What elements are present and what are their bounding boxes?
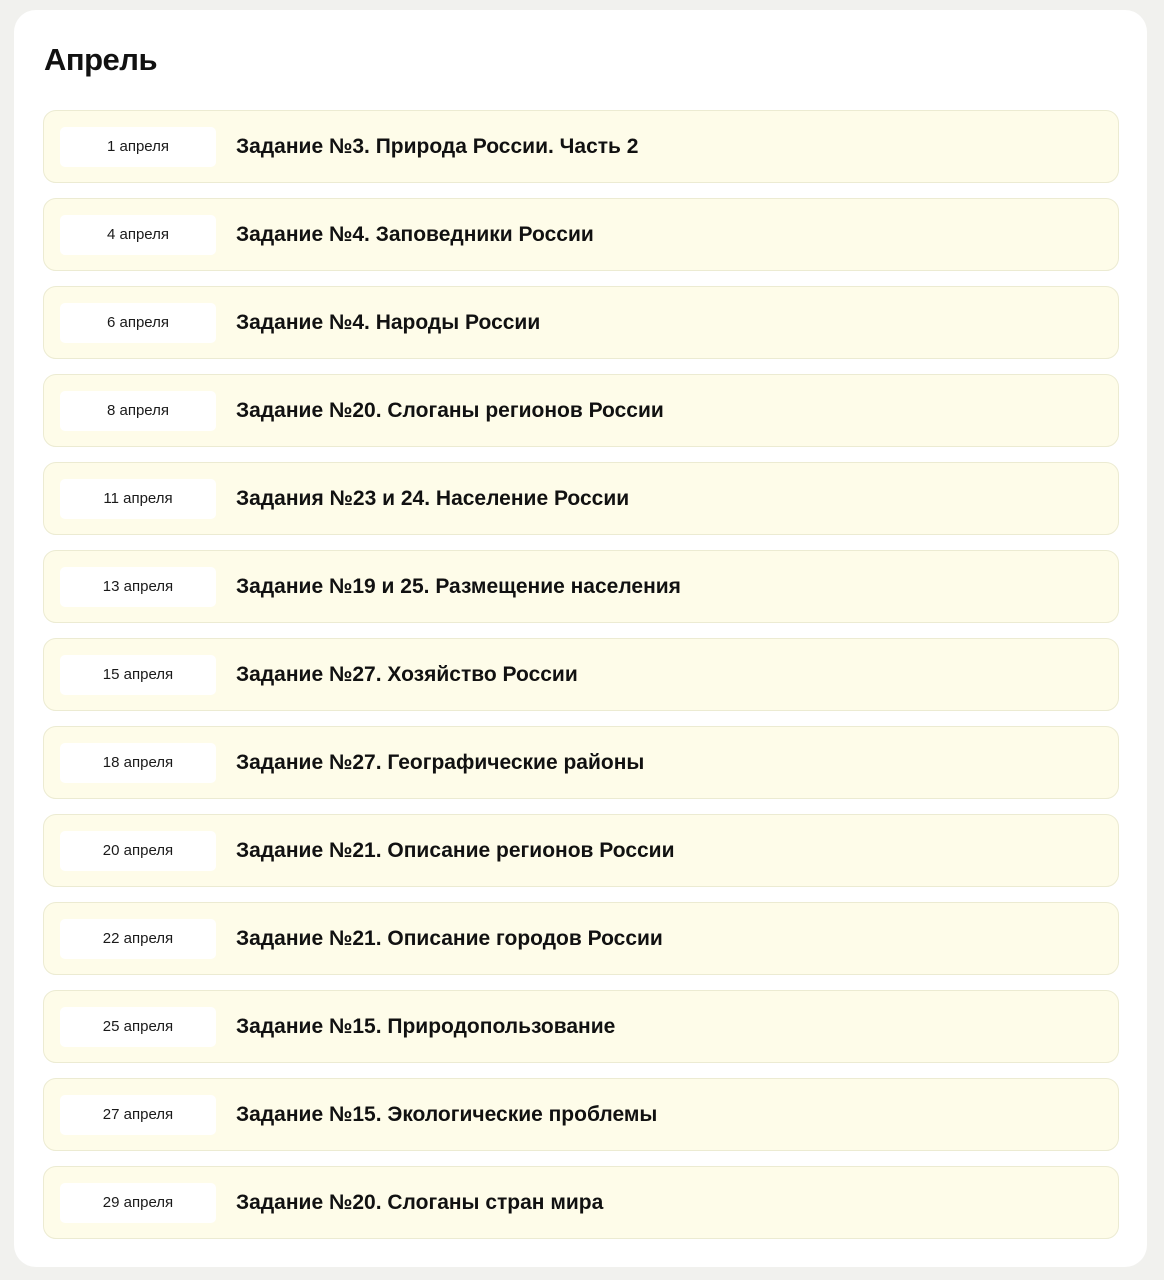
date-badge: 6 апреля <box>60 303 216 343</box>
schedule-item[interactable] <box>43 638 1119 711</box>
date-badge: 15 апреля <box>60 655 216 695</box>
schedule-item[interactable] <box>43 814 1119 887</box>
schedule-item[interactable] <box>43 198 1119 271</box>
task-title: Задание №3. Природа России. Часть 2 <box>236 134 639 158</box>
date-badge: 8 апреля <box>60 391 216 431</box>
task-title: Задание №4. Заповедники России <box>236 222 594 246</box>
date-badge: 20 апреля <box>60 831 216 871</box>
task-title: Задание №20. Слоганы стран мира <box>236 1190 604 1214</box>
schedule-item[interactable] <box>43 374 1119 447</box>
schedule-item[interactable] <box>43 462 1119 535</box>
schedule-item[interactable] <box>43 550 1119 623</box>
date-badge: 1 апреля <box>60 127 216 167</box>
schedule-list <box>43 110 1119 1254</box>
task-title: Задание №15. Экологические проблемы <box>236 1102 658 1126</box>
schedule-item[interactable] <box>43 990 1119 1063</box>
schedule-item[interactable] <box>43 1078 1119 1151</box>
date-badge: 29 апреля <box>60 1183 216 1223</box>
date-badge: 11 апреля <box>60 479 216 519</box>
task-title: Задания №23 и 24. Население России <box>236 486 630 510</box>
task-title: Задание №27. Географические районы <box>236 750 645 774</box>
schedule-item[interactable] <box>43 110 1119 183</box>
schedule-item[interactable] <box>43 902 1119 975</box>
schedule-item[interactable] <box>43 1166 1119 1239</box>
month-title: Апрель <box>44 42 158 77</box>
task-title: Задание №27. Хозяйство России <box>236 662 578 686</box>
schedule-item[interactable] <box>43 726 1119 799</box>
task-title: Задание №20. Слоганы регионов России <box>236 398 664 422</box>
task-title: Задание №19 и 25. Размещение населения <box>236 574 681 598</box>
date-badge: 13 апреля <box>60 567 216 607</box>
date-badge: 22 апреля <box>60 919 216 959</box>
task-title: Задание №21. Описание регионов России <box>236 838 675 862</box>
date-badge: 25 апреля <box>60 1007 216 1047</box>
task-title: Задание №21. Описание городов России <box>236 926 663 950</box>
task-title: Задание №4. Народы России <box>236 310 541 334</box>
date-badge: 18 апреля <box>60 743 216 783</box>
date-badge: 27 апреля <box>60 1095 216 1135</box>
date-badge: 4 апреля <box>60 215 216 255</box>
schedule-card <box>14 10 1147 1267</box>
schedule-item[interactable] <box>43 286 1119 359</box>
task-title: Задание №15. Природопользование <box>236 1014 616 1038</box>
